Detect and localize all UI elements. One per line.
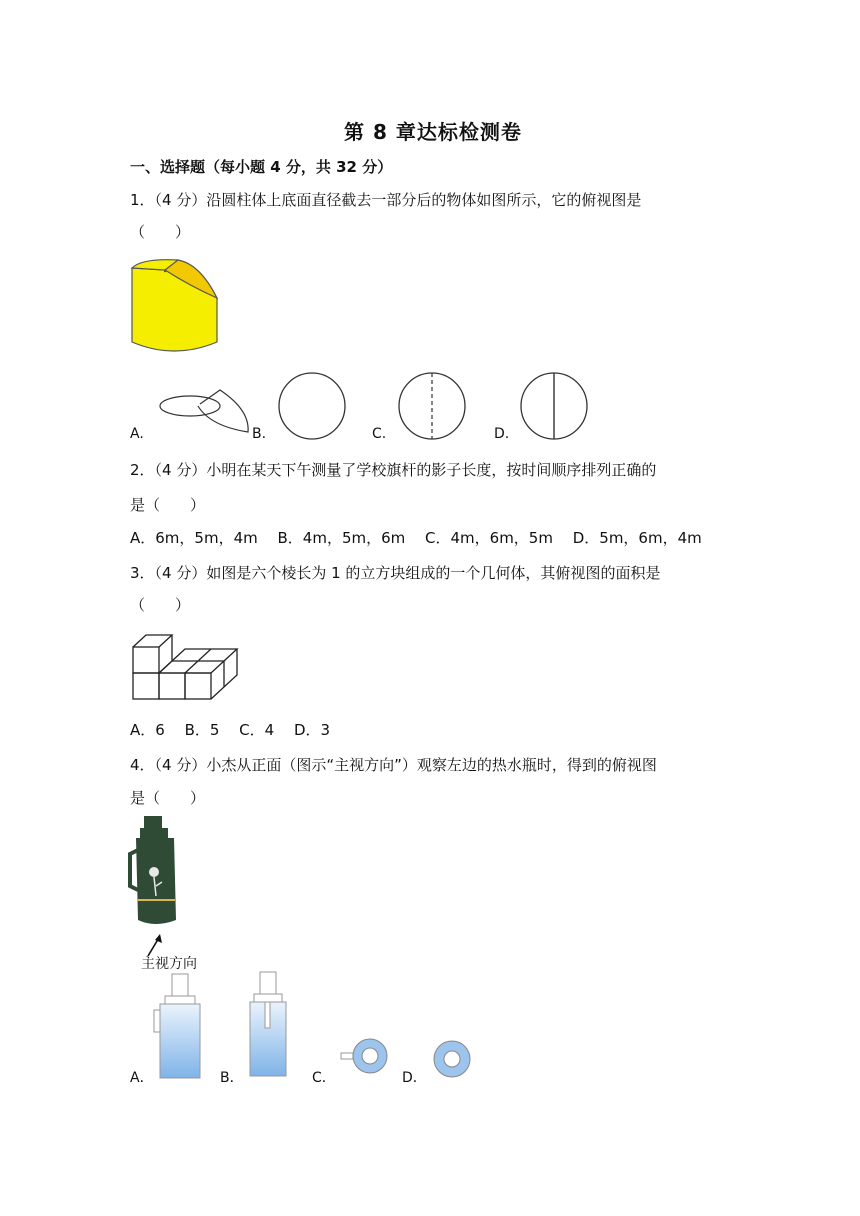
q1-option-b-label[interactable]: B.	[252, 426, 267, 442]
cube-stack-figure	[132, 634, 238, 702]
q1-option-d-label[interactable]: D.	[494, 426, 510, 442]
question-4-blank: 是（ ）	[130, 789, 206, 807]
page-title: 第 8 章达标检测卷	[344, 120, 522, 144]
q1-option-c-label[interactable]: C.	[372, 426, 387, 442]
q4-option-c-label[interactable]: C．	[312, 1070, 336, 1086]
question-3-options[interactable]: A．6 B．5 C．4 D．3	[130, 721, 331, 739]
q1-option-a-figure[interactable]	[160, 386, 255, 442]
question-2-blank: 是（ ）	[130, 496, 206, 514]
q4-option-b-label[interactable]: B．	[220, 1070, 244, 1086]
q4-option-c-figure[interactable]	[340, 1038, 392, 1078]
q4-option-a-label[interactable]: A．	[130, 1070, 154, 1086]
section-heading: 一、选择题（每小题 4 分，共 32 分）	[130, 158, 393, 176]
q4-option-d-figure[interactable]	[432, 1040, 474, 1080]
question-1-text: 1．（4 分）沿圆柱体上底面直径截去一部分后的物体如图所示，它的俯视图是	[130, 191, 642, 209]
view-direction-label: 主视方向	[141, 956, 197, 972]
q4-option-d-label[interactable]: D．	[402, 1070, 427, 1086]
q1-option-b-figure[interactable]	[278, 372, 348, 442]
question-1-blank: （ ）	[130, 223, 191, 241]
q1-option-c-figure[interactable]	[398, 372, 468, 442]
q4-option-a-figure[interactable]	[152, 972, 206, 1080]
q4-option-b-figure[interactable]	[248, 970, 292, 1080]
question-2-options[interactable]: A．6m，5m，4m B．4m，5m，6m C．4m，6m，5m D．5m，6m，4m	[130, 529, 702, 547]
q1-option-d-figure[interactable]	[520, 372, 590, 442]
q1-option-a-label[interactable]: A.	[130, 426, 144, 442]
question-2-text: 2．（4 分）小明在某天下午测量了学校旗杆的影子长度，按时间顺序排列正确的	[130, 461, 657, 479]
question-4-text: 4．（4 分）小杰从正面（图示“主视方向”）观察左边的热水瓶时，得到的俯视图	[130, 756, 657, 774]
question-3-text: 3．（4 分）如图是六个棱长为 1 的立方块组成的一个几何体，其俯视图的面积是	[130, 564, 661, 582]
question-3-blank: （ ）	[130, 596, 191, 614]
thermos-flask-figure	[128, 816, 188, 934]
cut-cylinder-figure	[130, 256, 222, 356]
